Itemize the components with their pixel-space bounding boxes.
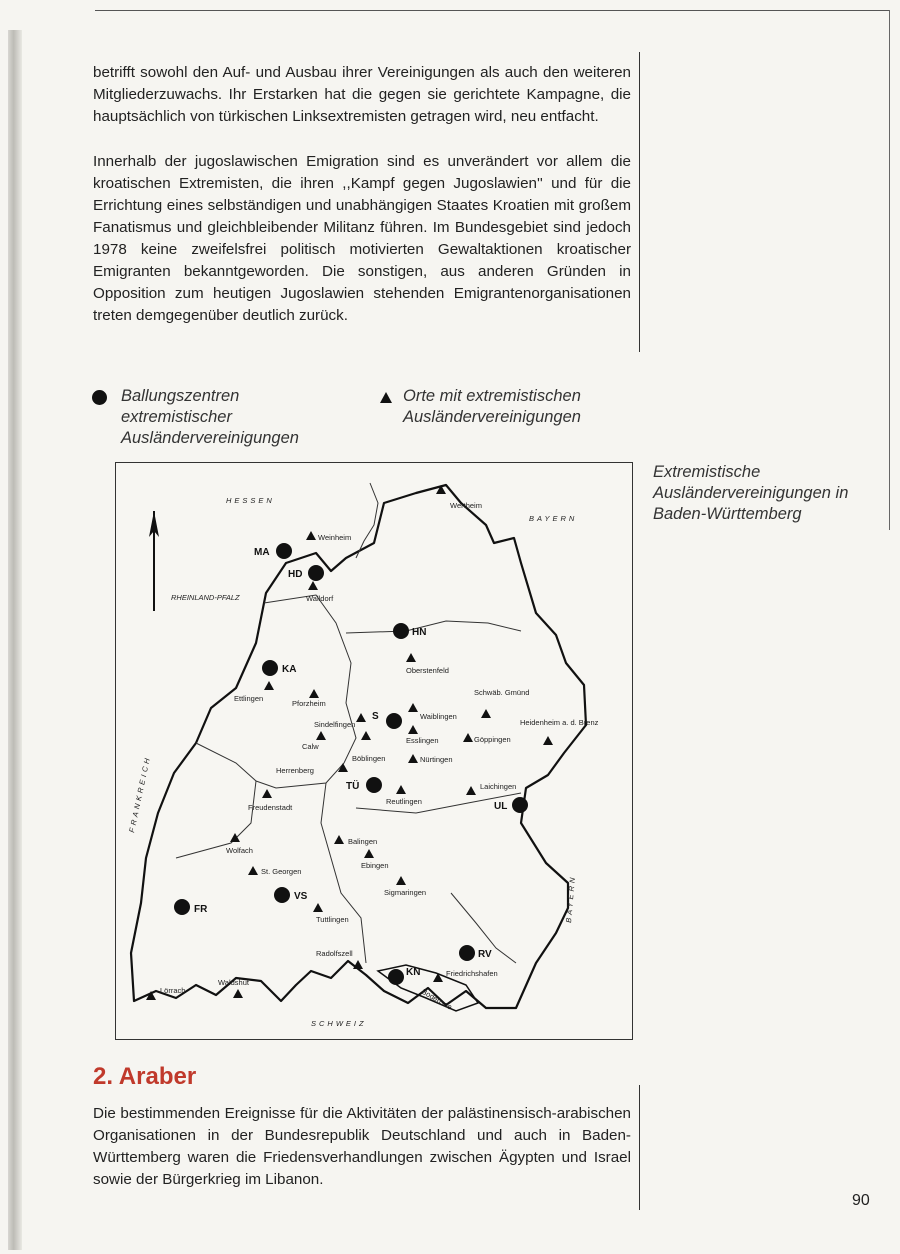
- place-label-nuertingen: Nürtingen: [420, 755, 453, 764]
- place-triangle-oberstenfeld: [406, 653, 416, 662]
- map-frame: [115, 462, 633, 1040]
- legend-triangle-label: Orte mit extremistischen Ausländervereinigungen: [403, 387, 581, 426]
- place-triangle-pforzheim: [309, 689, 319, 698]
- place-label-radolfszell: Radolfszell: [316, 949, 353, 958]
- center-label-hd: HD: [288, 569, 303, 580]
- place-label-tuttlingen: Tuttlingen: [316, 915, 349, 924]
- center-label-rv: RV: [478, 949, 492, 960]
- center-dot-kn: [388, 969, 404, 985]
- center-label-kn: KN: [406, 967, 421, 978]
- legend-dot-icon: [92, 390, 107, 405]
- place-triangle-wolfach: [230, 833, 240, 842]
- place-triangle-boeblingen: [361, 731, 371, 740]
- body-paragraph-1: betrifft sowohl den Auf- und Ausbau ihrer Vereinigungen als auch den weiteren Mitgliederzuwachs. Ihr Erstarken hat die gegen sie gerichtete Kampagne, die hauptsächlich von türkischen Linksextremisten getragen wird, neu entfacht.: [93, 64, 631, 125]
- region-label-rheinland-pfalz: RHEINLAND-PFALZ: [171, 593, 240, 602]
- place-triangle-waldshut: [233, 989, 243, 998]
- column-rule-top: [639, 52, 640, 352]
- place-label-schwaeb-gmuend: Schwäb. Gmünd: [474, 688, 530, 697]
- page-number: 90: [852, 1192, 870, 1209]
- legend-triangle-icon: [380, 392, 392, 403]
- place-label-esslingen: Esslingen: [406, 736, 439, 745]
- place-triangle-laichingen: [466, 786, 476, 795]
- center-label-hn: HN: [412, 627, 427, 638]
- place-triangle-ebingen: [364, 849, 374, 858]
- place-label-reutlingen: Reutlingen: [386, 797, 422, 806]
- place-label-walldorf: Walldorf: [306, 594, 334, 603]
- place-label-weinheim: Weinheim: [318, 533, 352, 542]
- place-triangle-goeppingen: [463, 733, 473, 742]
- place-label-waldshut: Waldshut: [218, 978, 249, 987]
- place-triangle-nuertingen: [408, 754, 418, 763]
- district-border-5: [176, 743, 256, 858]
- place-triangle-tuttlingen: [313, 903, 323, 912]
- place-label-laichingen: Laichingen: [480, 782, 517, 791]
- place-label-heidenheim: Heidenheim a. d. Brenz: [520, 718, 599, 727]
- region-label-schweiz: SCHWEIZ: [311, 1019, 367, 1028]
- place-triangle-ettlingen: [264, 681, 274, 690]
- district-border-2: [346, 621, 521, 633]
- map-caption: Extremistische Ausländervereinigungen in Baden-Württemberg: [653, 463, 849, 523]
- center-label-tue: TÜ: [346, 781, 360, 792]
- center-dot-ka: [262, 660, 278, 676]
- place-label-herrenberg: Herrenberg: [276, 766, 314, 775]
- place-triangle-st-georgen: [248, 866, 258, 875]
- place-triangle-sindelfingen: [356, 713, 366, 722]
- state-border: [131, 485, 586, 1008]
- place-label-ettlingen: Ettlingen: [234, 694, 264, 703]
- center-dot-vs: [274, 887, 290, 903]
- place-label-boeblingen: Böblingen: [352, 754, 386, 763]
- place-label-sigmaringen: Sigmaringen: [384, 888, 427, 897]
- center-dot-s: [386, 713, 402, 729]
- place-label-balingen: Balingen: [348, 837, 378, 846]
- book-binding-edge: [8, 30, 22, 1250]
- place-triangle-sigmaringen: [396, 876, 406, 885]
- center-label-ka: KA: [282, 664, 297, 675]
- place-triangle-waiblingen: [408, 703, 418, 712]
- place-triangle-heidenheim: [543, 736, 553, 745]
- place-triangle-schwaeb-gmuend: [481, 709, 491, 718]
- place-triangle-calw: [316, 731, 326, 740]
- center-dot-rv: [459, 945, 475, 961]
- center-label-ma: MA: [254, 547, 270, 558]
- section-heading: 2. Araber: [93, 1063, 197, 1090]
- place-triangle-weinheim: [306, 531, 316, 540]
- place-triangle-balingen: [334, 835, 344, 844]
- place-label-st-georgen: St. Georgen: [261, 867, 302, 876]
- north-arrow-icon: [149, 511, 159, 611]
- region-label-hessen: HESSEN: [226, 496, 275, 505]
- center-dot-hn: [393, 623, 409, 639]
- place-triangle-walldorf: [308, 581, 318, 590]
- lake-label-bodensee: Bodensee: [420, 986, 454, 1012]
- center-dot-fr: [174, 899, 190, 915]
- place-label-loerrach: Lörrach: [160, 986, 186, 995]
- center-label-fr: FR: [194, 904, 208, 915]
- place-label-sindelfingen: Sindelfingen: [314, 720, 356, 729]
- region-label-bayern-side: BAYERN: [564, 874, 578, 924]
- district-border-3: [321, 783, 366, 963]
- center-label-ul: UL: [494, 801, 508, 812]
- baden-wuerttemberg-map: [116, 463, 632, 1039]
- place-label-pforzheim: Pforzheim: [292, 699, 326, 708]
- body-paragraph-2: Innerhalb der jugoslawischen Emigration sind es unverändert vor allem die kroatischen Extremisten, die ihren ,,Kampf gegen Jugoslawien'' und für die Errichtung eines selbständigen und unabhängigen Staates Kroatien mit großem Fanatismus und gleichbleibender Militanz führen. Im Bundesgebiet sind jedoch 1978 keine zweifelsfrei politisch motivierten Gewaltaktionen kroatischer Emigranten bekanntgeworden. Die sonstigen, aus anderen Gründen in Opposition zum heutigen Jugoslawien stehenden Emigrantenorganisationen treten demgegenüber deutlich zurück.: [93, 153, 631, 324]
- place-triangle-esslingen: [408, 725, 418, 734]
- place-label-freudenstadt: Freudenstadt: [248, 803, 293, 812]
- right-rule: [889, 10, 890, 530]
- district-border-1: [256, 595, 356, 788]
- place-triangle-radolfszell: [353, 960, 363, 969]
- place-label-wertheim: Wertheim: [450, 501, 482, 510]
- place-label-oberstenfeld: Oberstenfeld: [406, 666, 449, 675]
- center-dot-ma: [276, 543, 292, 559]
- place-triangle-reutlingen: [396, 785, 406, 794]
- center-dot-hd: [308, 565, 324, 581]
- place-label-wolfach: Wolfach: [226, 846, 253, 855]
- region-label-frankreich: FRANKREICH: [127, 754, 153, 834]
- place-label-ebingen: Ebingen: [361, 861, 389, 870]
- place-triangle-friedrichshafen: [433, 973, 443, 982]
- center-dot-ul: [512, 797, 528, 813]
- legend-dot-label: Ballungszentren extremistischer Ausländervereinigungen: [121, 387, 299, 447]
- place-label-goeppingen: Göppingen: [474, 735, 511, 744]
- top-rule: [95, 10, 890, 11]
- center-label-s: S: [372, 711, 379, 722]
- place-label-waiblingen: Waiblingen: [420, 712, 457, 721]
- center-dots: [174, 543, 528, 985]
- body-paragraph-3: Die bestimmenden Ereignisse für die Aktivitäten der palästinensisch-arabischen Organisationen in der Bundesrepublik Deutschland und auch in Baden-Württemberg waren die Friedensverhandlungen zwischen Ägypten und Israel sowie der Bürgerkrieg im Libanon.: [93, 1105, 631, 1188]
- place-triangle-freudenstadt: [262, 789, 272, 798]
- column-rule-bottom: [639, 1085, 640, 1210]
- region-label-bayern-top: BAYERN: [529, 514, 578, 523]
- center-label-vs: VS: [294, 891, 308, 902]
- place-label-calw: Calw: [302, 742, 319, 751]
- center-dot-tue: [366, 777, 382, 793]
- place-label-friedrichshafen: Friedrichshafen: [446, 969, 498, 978]
